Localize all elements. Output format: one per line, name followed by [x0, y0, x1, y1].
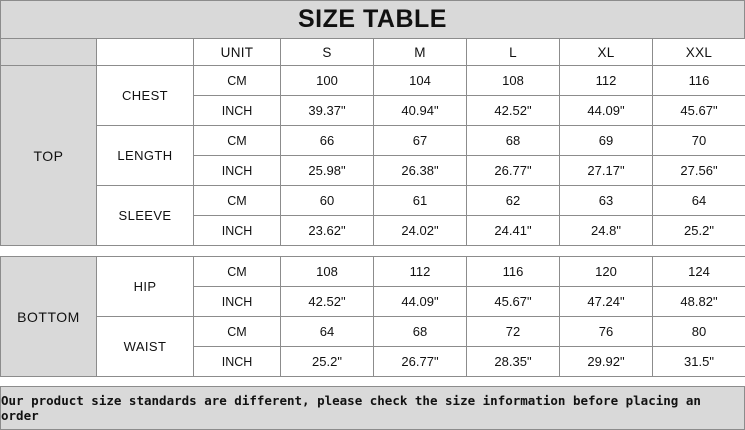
measure-label-sleeve: SLEEVE: [97, 186, 194, 246]
value-cell: 27.17": [560, 156, 653, 186]
value-cell: 45.67": [653, 96, 745, 126]
value-cell: 63: [560, 186, 653, 216]
value-cell: 64: [281, 317, 374, 347]
table-row: [1, 257, 745, 287]
unit-cell: INCH: [194, 287, 281, 317]
header-size-xl: XL: [560, 39, 653, 66]
value-cell: 68: [467, 126, 560, 156]
value-cell: 64: [653, 186, 745, 216]
header-measure-blank: [97, 39, 194, 66]
value-cell: 44.09": [374, 287, 467, 317]
value-cell: 26.77": [467, 156, 560, 186]
header-corner-blank: [1, 39, 97, 66]
header-size-l: L: [467, 39, 560, 66]
value-cell: 112: [560, 66, 653, 96]
header-size-xxl: XXL: [653, 39, 745, 66]
value-cell: 31.5": [653, 347, 745, 377]
value-cell: 42.52": [467, 96, 560, 126]
value-cell: 25.2": [281, 347, 374, 377]
value-cell: 61: [374, 186, 467, 216]
table-row: [1, 186, 745, 216]
size-table-bottom: [0, 256, 745, 377]
unit-cell: INCH: [194, 156, 281, 186]
value-cell: 23.62": [281, 216, 374, 246]
group-label-top: TOP: [1, 66, 97, 246]
value-cell: 24.8": [560, 216, 653, 246]
value-cell: 24.41": [467, 216, 560, 246]
value-cell: 26.38": [374, 156, 467, 186]
table-row: [1, 66, 745, 96]
measure-label-hip: HIP: [97, 257, 194, 317]
size-table-top: [0, 38, 745, 246]
unit-cell: CM: [194, 257, 281, 287]
value-cell: 39.37": [281, 96, 374, 126]
measure-label-length: LENGTH: [97, 126, 194, 186]
value-cell: 116: [653, 66, 745, 96]
footer-note-bar: [0, 386, 745, 430]
header-unit: UNIT: [194, 39, 281, 66]
value-cell: 60: [281, 186, 374, 216]
group-label-bottom: BOTTOM: [1, 257, 97, 377]
unit-cell: CM: [194, 317, 281, 347]
value-cell: 29.92": [560, 347, 653, 377]
value-cell: 76: [560, 317, 653, 347]
value-cell: 120: [560, 257, 653, 287]
unit-cell: CM: [194, 66, 281, 96]
unit-cell: INCH: [194, 347, 281, 377]
value-cell: 108: [467, 66, 560, 96]
table-header-row: [1, 39, 745, 66]
value-cell: 42.52": [281, 287, 374, 317]
value-cell: 45.67": [467, 287, 560, 317]
unit-cell: CM: [194, 186, 281, 216]
value-cell: 68: [374, 317, 467, 347]
value-cell: 70: [653, 126, 745, 156]
value-cell: 67: [374, 126, 467, 156]
value-cell: 112: [374, 257, 467, 287]
value-cell: 124: [653, 257, 745, 287]
header-size-s: S: [281, 39, 374, 66]
value-cell: 48.82": [653, 287, 745, 317]
value-cell: 24.02": [374, 216, 467, 246]
measure-label-chest: CHEST: [97, 66, 194, 126]
value-cell: 26.77": [374, 347, 467, 377]
value-cell: 80: [653, 317, 745, 347]
header-size-m: M: [374, 39, 467, 66]
value-cell: 44.09": [560, 96, 653, 126]
table-row: [1, 126, 745, 156]
section-gap: [0, 246, 745, 256]
value-cell: 40.94": [374, 96, 467, 126]
value-cell: 62: [467, 186, 560, 216]
value-cell: 28.35": [467, 347, 560, 377]
value-cell: 66: [281, 126, 374, 156]
value-cell: 69: [560, 126, 653, 156]
page-title: SIZE TABLE: [298, 5, 447, 34]
footer-note: Our product size standards are different, please check the size information before placing an order: [1, 393, 744, 423]
value-cell: 116: [467, 257, 560, 287]
value-cell: 47.24": [560, 287, 653, 317]
value-cell: 27.56": [653, 156, 745, 186]
value-cell: 100: [281, 66, 374, 96]
table-row: [1, 317, 745, 347]
unit-cell: CM: [194, 126, 281, 156]
unit-cell: INCH: [194, 96, 281, 126]
measure-label-waist: WAIST: [97, 317, 194, 377]
value-cell: 104: [374, 66, 467, 96]
value-cell: 72: [467, 317, 560, 347]
value-cell: 108: [281, 257, 374, 287]
title-bar: [0, 0, 745, 38]
unit-cell: INCH: [194, 216, 281, 246]
value-cell: 25.2": [653, 216, 745, 246]
value-cell: 25.98": [281, 156, 374, 186]
